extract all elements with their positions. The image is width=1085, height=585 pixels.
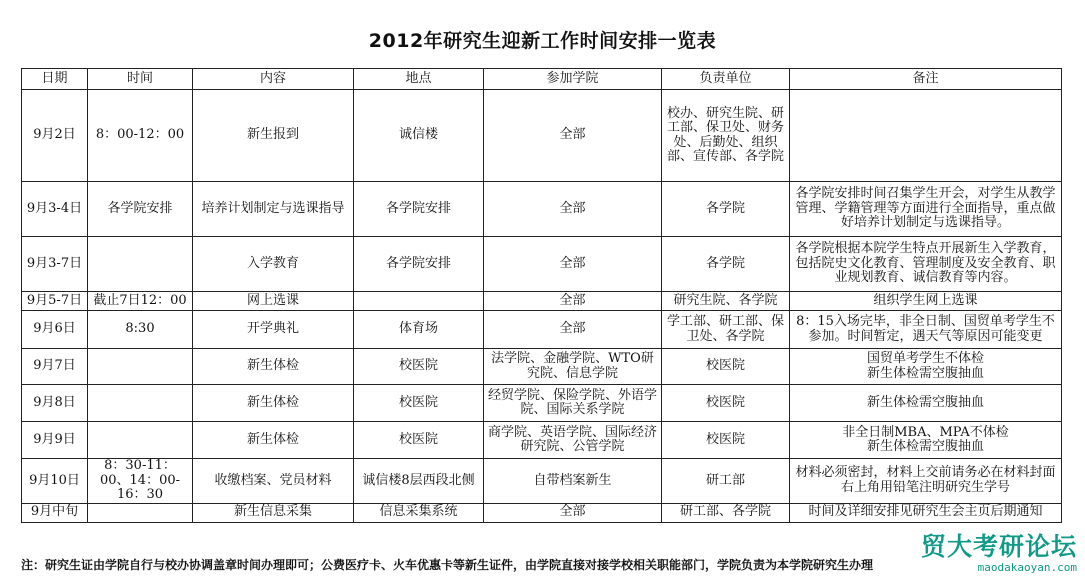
header-responsible: 负责单位 [662,69,790,90]
cell-time [88,385,193,422]
cell-colleges: 全部 [484,503,662,522]
cell-location: 体育场 [354,311,484,349]
table-row [22,422,1062,459]
table-row [22,311,1062,349]
cell-notes: 组织学生网上选课 [790,292,1062,311]
watermark-text: 贸大考研论坛 [920,532,1077,561]
cell-date: 9月6日 [22,311,88,349]
cell-notes: 8：15入场完毕，非全日制、国贸单考学生不参加。时间暂定，遇天气等原因可能变更 [790,311,1062,349]
cell-responsible: 校医院 [662,422,790,459]
header-location: 地点 [354,69,484,90]
table-row [22,503,1062,522]
cell-notes: 各学院安排时间召集学生开会，对学生从教学管理、学籍管理等方面进行全面指导，重点做好培养计划制定与选课指导。 [790,182,1062,237]
cell-colleges: 自带档案新生 [484,459,662,504]
cell-time: 各学院安排 [88,182,193,237]
cell-responsible: 学工部、研工部、保卫处、各学院 [662,311,790,349]
header-date: 日期 [22,69,88,90]
cell-notes: 新生体检需空腹抽血 [790,385,1062,422]
cell-date: 9月中旬 [22,503,88,522]
cell-date: 9月9日 [22,422,88,459]
cell-content: 网上选课 [193,292,354,311]
cell-notes: 时间及详细安排见研究生会主页后期通知 [790,503,1062,522]
cell-date: 9月5-7日 [22,292,88,311]
cell-colleges: 商学院、英语学院、国际经济研究院、公管学院 [484,422,662,459]
table-row [22,292,1062,311]
table-row [22,237,1062,292]
header-time: 时间 [88,69,193,90]
table-header-row [22,69,1062,90]
cell-colleges: 全部 [484,90,662,182]
cell-location: 各学院安排 [354,237,484,292]
cell-content: 新生报到 [193,90,354,182]
cell-date: 9月8日 [22,385,88,422]
cell-notes: 非全日制MBA、MPA不体检 新生体检需空腹抽血 [790,422,1062,459]
cell-location [354,292,484,311]
table-row [22,349,1062,385]
cell-date: 9月10日 [22,459,88,504]
table-row [22,90,1062,182]
cell-date: 9月3-7日 [22,237,88,292]
cell-responsible: 各学院 [662,182,790,237]
cell-content: 新生体检 [193,349,354,385]
cell-responsible: 研工部、各学院 [662,503,790,522]
cell-time [88,349,193,385]
cell-date: 9月3-4日 [22,182,88,237]
table-row [22,385,1062,422]
cell-colleges: 全部 [484,237,662,292]
cell-notes: 材料必须密封，材料上交前请务必在材料封面右上角用铅笔注明研究生学号 [790,459,1062,504]
cell-content: 新生体检 [193,422,354,459]
cell-time: 8：00-12：00 [88,90,193,182]
footer-note: 注：研究生证由学院自行与校办协调盖章时间办理即可；公费医疗卡、火车优惠卡等新生证件，由学院直接对接学校相关职能部门，学院负责为本学院研究生办理 [21,558,874,572]
cell-location: 校医院 [354,349,484,385]
cell-location: 诚信楼 [354,90,484,182]
cell-content: 新生信息采集 [193,503,354,522]
cell-colleges: 全部 [484,182,662,237]
cell-date: 9月7日 [22,349,88,385]
watermark-logo [921,527,1077,574]
cell-content: 收缴档案、党员材料 [193,459,354,504]
cell-colleges: 经贸学院、保险学院、外语学院、国际关系学院 [484,385,662,422]
table-row [22,182,1062,237]
cell-time: 截止7日12：00 [88,292,193,311]
header-colleges: 参加学院 [484,69,662,90]
schedule-table [21,68,1062,523]
cell-content: 新生体检 [193,385,354,422]
cell-colleges: 法学院、金融学院、WTO研究院、信息学院 [484,349,662,385]
cell-time [88,237,193,292]
cell-time [88,422,193,459]
cell-responsible: 研工部 [662,459,790,504]
cell-time [88,503,193,522]
cell-location: 各学院安排 [354,182,484,237]
cell-location: 校医院 [354,385,484,422]
cell-responsible: 校办、研究生院、研工部、保卫处、财务处、后勤处、组织部、宣传部、各学院 [662,90,790,182]
cell-responsible: 各学院 [662,237,790,292]
table-row [22,459,1062,504]
cell-colleges: 全部 [484,292,662,311]
watermark-url: maodakaoyan.com [977,561,1077,574]
cell-location: 信息采集系统 [354,503,484,522]
cell-location: 诚信楼8层西段北侧 [354,459,484,504]
cell-responsible: 校医院 [662,385,790,422]
cell-content: 培养计划制定与选课指导 [193,182,354,237]
header-content: 内容 [193,69,354,90]
cell-colleges: 全部 [484,311,662,349]
cell-location: 校医院 [354,422,484,459]
cell-time: 8：30-11：00、14：00-16：30 [88,459,193,504]
cell-notes: 各学院根据本院学生特点开展新生入学教育，包括院史文化教育、管理制度及安全教育、职业规划教育、诚信教育等内容。 [790,237,1062,292]
cell-content: 入学教育 [193,237,354,292]
cell-responsible: 校医院 [662,349,790,385]
cell-notes: 国贸单考学生不体检 新生体检需空腹抽血 [790,349,1062,385]
cell-date: 9月2日 [22,90,88,182]
page-title: 2012年研究生迎新工作时间安排一览表 [368,30,717,52]
cell-responsible: 研究生院、各学院 [662,292,790,311]
cell-notes [790,90,1062,182]
cell-content: 开学典礼 [193,311,354,349]
cell-time: 8:30 [88,311,193,349]
header-notes: 备注 [790,69,1062,90]
